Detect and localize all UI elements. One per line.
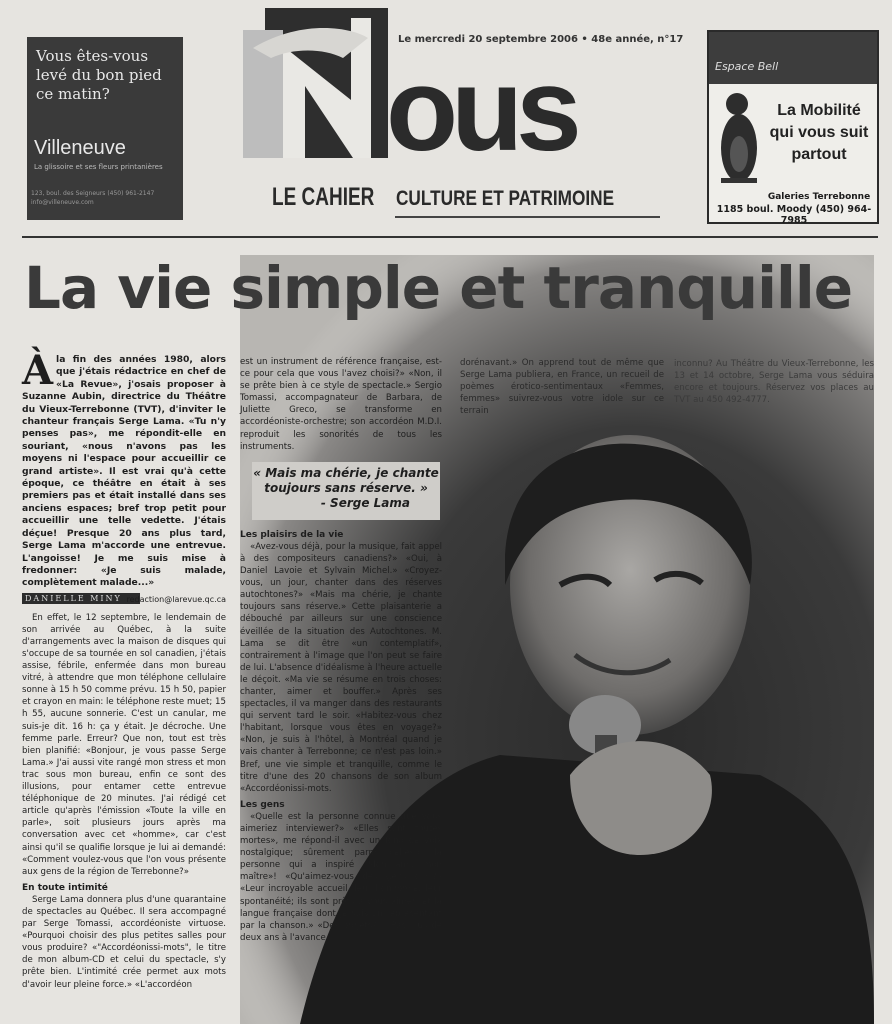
byline — [22, 592, 226, 606]
villeneuve-ad[interactable] — [27, 37, 183, 220]
pull-quote — [252, 462, 440, 520]
column-1-body — [22, 612, 226, 991]
pull-quote-text: « Mais ma chérie, je chante toujours sans réserve. » — [253, 465, 439, 495]
nous-logo-icon — [243, 8, 388, 158]
paragraph: inconnu? Au Théâtre du Vieux-Terrebonne, les 13 et 14 octobre, Serge Lama vous séduira encore et toujours. Réservez vos places au TVT au 450 492-4777. — [674, 359, 874, 406]
paragraph: Serge Lama donnera plus d'une quarantaine de spectacles au Québec. Il sera accompagné par Serge Tomassi, accordéoniste virtuose. «Pourquoi choisir des plus petites salles pour vous produire? «"Accordéonissi-mots", le titre de mon album-CD et celui du spectacle, s'y prête bien. L'intimité crée permet aux mots d'avoir leur pleine force.» «L'accordéon — [22, 894, 226, 990]
intro-text: la fin des années 1980, alors que j'étais rédactrice en chef de «La Revue», j'osais proposer à Suzanne Aubin, directrice du Théâtre du Vieux-Terrebonne (TVT), d'inviter le chanteur français Serge Lama. «Tu n'y penses pas», me répondit-elle en souriant, «nous n'avons pas les moyens ni l'espace pour accueillir ce grand artiste». Il est vrai qu'à cette époque, ce théâtre en était à ses premiers pas et était installé dans ses anciens espaces; bref trop petit pour accueillir une telle vedette. J'étais déçue! Presque 20 ans plus tard, Serge Lama m'accorde une entrevue. L'angoisse! Je me suis mise à fredonner: «Je suis malade, complètement malade...» — [22, 354, 226, 589]
ad-band — [709, 32, 877, 84]
subheading-plaisirs: Les plaisirs de la vie — [240, 529, 344, 540]
ad-question: Vous êtes-vous levé du bon pied ce matin? — [36, 47, 162, 103]
paragraph: En effet, le 12 septembre, le lendemain de son arrivée au Québec, à la suite d'arrangements avec la maison de disques qui s'occupe de sa tournée en sol canadien, j'étais assise, fébrile, enfermée dans mon bureau vitré, à attendre que mon téléphone cellulaire sonne à 15 h 50 comme prévu. 15 h 50, papier et crayon en main: le téléphone reste muet; 15 h 55, aucune sonnerie. C'est un canular, me suis-je dit. 16 h: ça y était. Je décroche. Une femme parle. Erreur? Que non, tout est très bien planifié: «Bonjour, je vous passe Serge Lama.» J'ai aussi vite rangé mon stress et mon trac sous mon bureau, enfin ce sont des illusions, pour entamer cette entrevue téléphonique de 20 minutes. J'ai rédigé cet article qu'après l'émission «Toute la ville en parle», soit plusieurs jours après ma conversation avec cet «homme», car c'est ainsi qu'il se qualifie lorsque je lui ai demandé: «Comment voulez-vous que l'on vous présente aux gens de la région de Terrebonne?» — [22, 612, 226, 877]
column-1 — [22, 347, 226, 991]
header-rule — [22, 236, 878, 238]
article-intro — [22, 347, 226, 590]
ad-slogan: La Mobilité qui vous suit partout — [769, 102, 869, 163]
issue-date: Le mercredi 20 septembre 2006 • 48e année, n°17 — [398, 34, 684, 45]
column-4 — [674, 358, 874, 406]
paragraph: est un instrument de référence française, est-ce pour cela que vous l'avez choisi?» «Non, il se prête bien à ce style de spectacle.» Sergio Tomassi, accompagnateur de Barbara, de Juliette Greco, se transforme en accordéoniste-orchestre; son accordéon M.D.I. reproduit les sonorités de tous les instruments. — [240, 357, 442, 452]
section-title: CULTURE ET PATRIMOINE — [396, 187, 615, 210]
ad-brand: Villeneuve — [34, 137, 126, 159]
subtitle-rule — [395, 216, 660, 218]
logo-word: ous — [386, 44, 575, 176]
drop-cap: À — [22, 347, 54, 394]
column-2 — [240, 356, 442, 944]
article-headline: La vie simple et tranquille — [24, 254, 853, 322]
pull-quote-author: - Serge Lama — [320, 495, 410, 510]
groundhog-icon — [713, 88, 765, 190]
column-3 — [460, 357, 664, 417]
espace-bell-ad[interactable] — [707, 30, 879, 224]
ad-tagline: La glissoire et ses fleurs printanières — [34, 163, 163, 171]
ad-store: Galeries Terrebonne — [767, 192, 871, 202]
subheading-gens: Les gens — [240, 799, 285, 810]
section-label: LE CAHIER — [272, 183, 375, 211]
paragraph: «Avez-vous déjà, pour la musique, fait appel à des compositeurs canadiens?» «Oui, à Daniel Lavoie et Sylvain Michel.» «Croyez-vous, un jour, chanter dans des réserves autochtones?» «Mais ma chérie, je chante toujours sans réserve.» Cette plaisanterie a débouché par ailleurs sur une conscience éveillée de la situation des Autochtones. M. Lama se dit être «un contemplatif», contrairement à l'image que l'on peut se faire de lui. L'absence d'idéalisme à l'heure actuelle le déçoit. «Ma vie se résume en trois choses: chanter, aimer et bouffer.» Après ses spectacles, il va manger dans des restaurants qui servent tard le soir. «Habitez-vous chez l'habitant, lorsque vous êtes en voyage?» «Non, je suis à l'hôtel, à Montréal quand je vais chanter à Terrebonne; ce n'est pas loin.» Bref, une vie simple et tranquille, comme le titre d'une des 20 chansons de son album «Accordéonissi-mots. — [240, 541, 442, 794]
subheading-intimite: En toute intimité — [22, 882, 108, 893]
paragraph: dorénavant.» On apprend tout de même que Serge Lama publiera, en France, un recueil de poèmes érotico-sentimentaux «Femmes, femmes» suivrez-vous votre idole sur ce terrain — [460, 358, 664, 417]
author-name: DANIELLE MINY — [22, 593, 140, 604]
paragraph: «Quelle est la personne connue que vous aimeriez interviewer?» «Elles sont toutes mortes», me répond-il avec un fond de voix nostalgique; sûrement parmi celles-ci la personne qui a inspiré «Mon ami, mon maître»! «Qu'aimez-vous des gens d'ici?» «Leur incroyable accueil, leur bonhomie, leur spontanéité; ils sont prêts à vous aimer, et la langue française dont je suis un représentant par la chanson.» «Des projets?» «Pas plus de deux ans à l'avance — [240, 811, 442, 943]
ad-brand: Espace Bell — [715, 60, 779, 73]
ad-address: 123, boul. des Seigneurs (450) 961-2147 info@villeneuve.com — [31, 190, 155, 206]
ad-address: 1185 boul. Moody (450) 964-7985 — [716, 204, 872, 226]
author-email[interactable]: redaction@larevue.qc.ca — [126, 594, 226, 604]
